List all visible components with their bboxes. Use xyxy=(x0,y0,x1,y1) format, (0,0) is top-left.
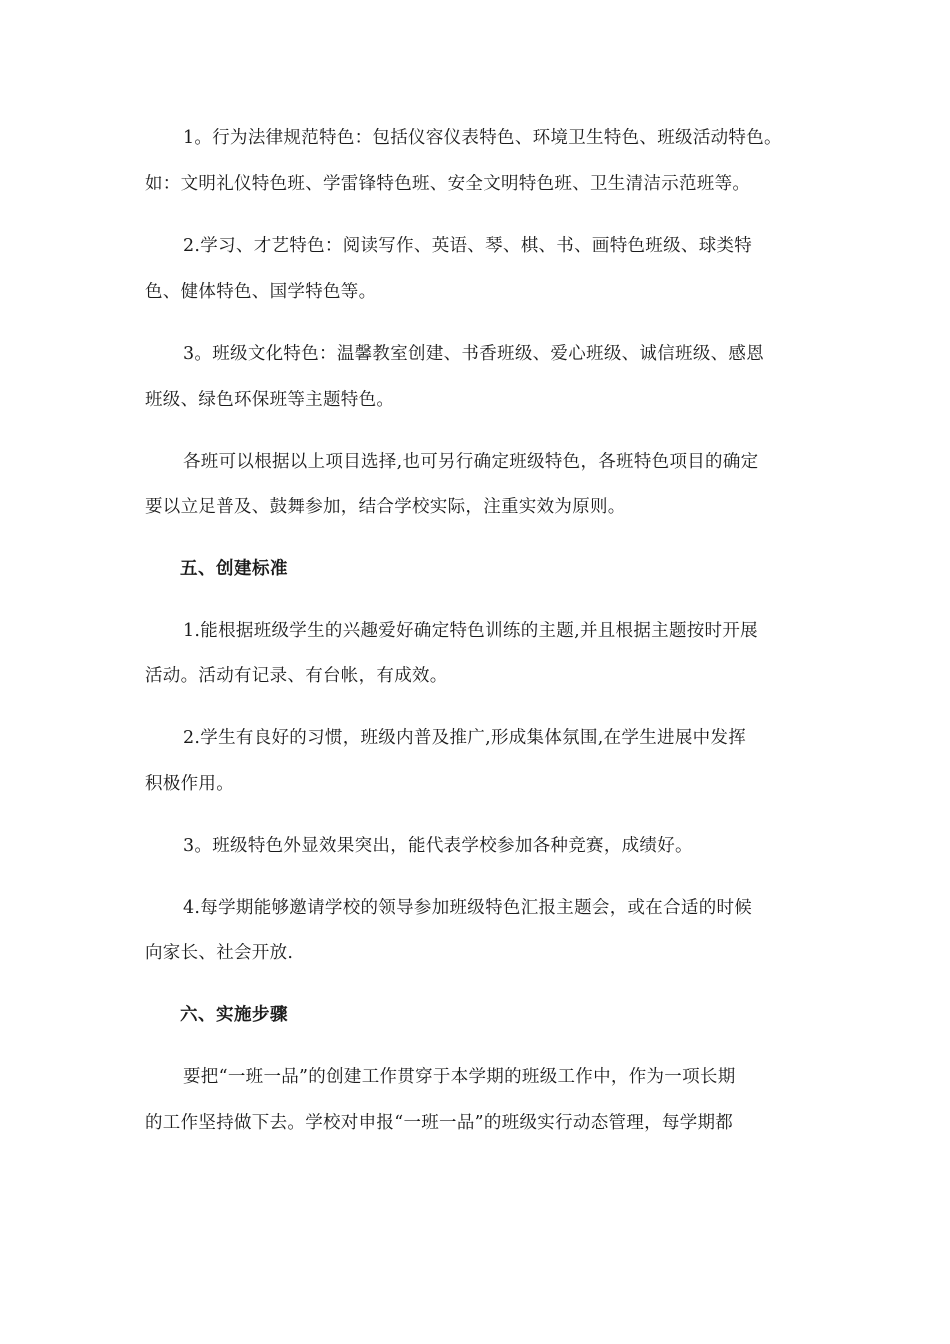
paragraph-9-line-2: 的工作坚持做下去。学校对申报“一班一品”的班级实行动态管理，每学期都 xyxy=(145,1113,734,1133)
section-heading-5: 五、创建标准 xyxy=(180,559,288,579)
paragraph-3-line-1: 3。班级文化特色：温馨教室创建、书香班级、爱心班级、诚信班级、感恩 xyxy=(183,344,765,364)
paragraph-3-line-2: 班级、绿色环保班等主题特色。 xyxy=(145,390,395,410)
paragraph-1-line-1: 1。行为法律规范特色：包括仪容仪表特色、环境卫生特色、班级活动特色。 xyxy=(183,128,782,148)
section-heading-6: 六、实施步骤 xyxy=(180,1005,288,1025)
paragraph-8-line-1: 4.每学期能够邀请学校的领导参加班级特色汇报主题会，或在合适的时候 xyxy=(183,898,753,918)
paragraph-6-line-2: 积极作用。 xyxy=(145,774,234,794)
paragraph-7-line-1: 3。班级特色外显效果突出，能代表学校参加各种竞赛，成绩好。 xyxy=(183,836,693,856)
paragraph-6-line-1: 2.学生有良好的习惯，班级内普及推广,形成集体氛围,在学生进展中发挥 xyxy=(183,728,747,748)
paragraph-8-line-2: 向家长、社会开放. xyxy=(145,943,294,963)
paragraph-4-line-1: 各班可以根据以上项目选择,也可另行确定班级特色，各班特色项目的确定 xyxy=(183,452,759,472)
paragraph-2-line-2: 色、健体特色、国学特色等。 xyxy=(145,282,377,302)
paragraph-5-line-2: 活动。活动有记录、有台帐，有成效。 xyxy=(145,666,448,686)
paragraph-9-line-1: 要把“一班一品”的创建工作贯穿于本学期的班级工作中，作为一项长期 xyxy=(183,1067,736,1087)
paragraph-2-line-1: 2.学习、才艺特色：阅读写作、英语、琴、棋、书、画特色班级、球类特 xyxy=(183,236,753,256)
paragraph-5-line-1: 1.能根据班级学生的兴趣爱好确定特色训练的主题,并且根据主题按时开展 xyxy=(183,621,758,641)
paragraph-1-line-2: 如：文明礼仪特色班、学雷锋特色班、安全文明特色班、卫生清洁示范班等。 xyxy=(145,174,751,194)
paragraph-4-line-2: 要以立足普及、鼓舞参加，结合学校实际，注重实效为原则。 xyxy=(145,497,626,517)
